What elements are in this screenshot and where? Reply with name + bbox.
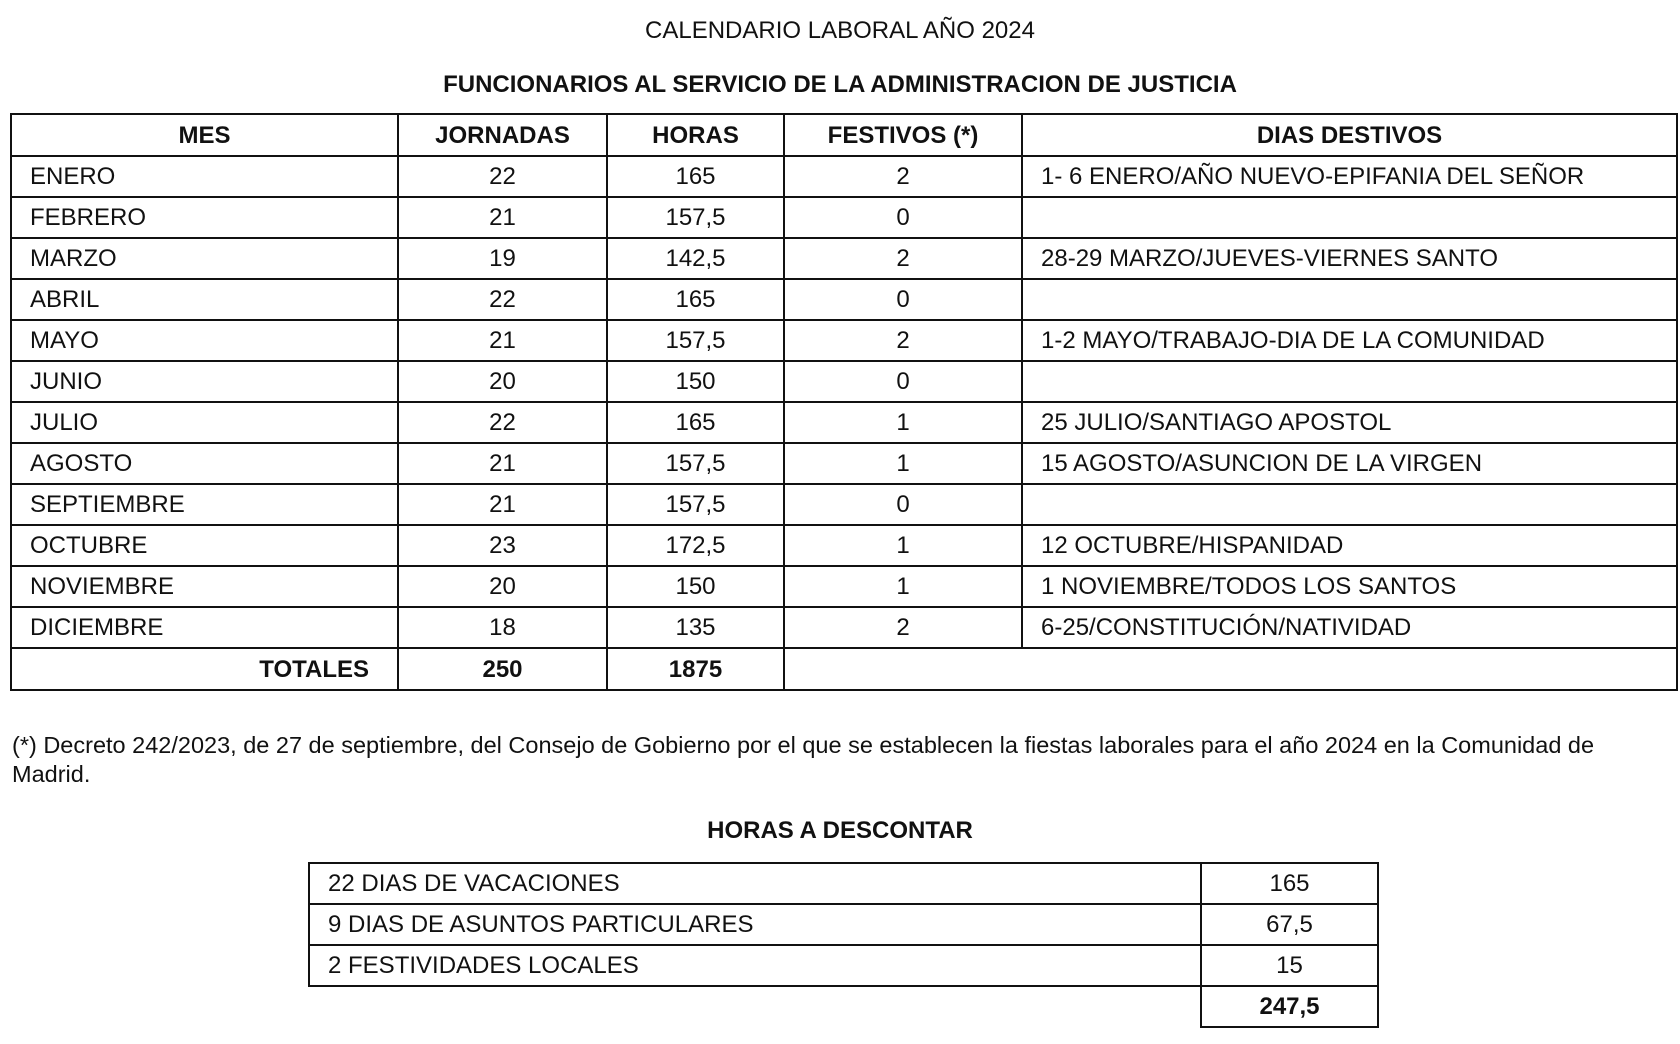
cell-mes: MAYO bbox=[11, 320, 398, 361]
cell-festivos: 2 bbox=[784, 607, 1022, 648]
table-row bbox=[11, 320, 1677, 361]
cell-horas: 150 bbox=[607, 566, 784, 607]
deduction-label: 9 DIAS DE ASUNTOS PARTICULARES bbox=[309, 904, 1201, 945]
cell-horas: 172,5 bbox=[607, 525, 784, 566]
deduction-value: 15 bbox=[1201, 945, 1378, 986]
cell-horas: 157,5 bbox=[607, 320, 784, 361]
cell-jornadas: 20 bbox=[398, 566, 607, 607]
cell-dias: 6-25/CONSTITUCIÓN/NATIVIDAD bbox=[1022, 607, 1677, 648]
cell-jornadas: 23 bbox=[398, 525, 607, 566]
cell-festivos: 0 bbox=[784, 484, 1022, 525]
deduction-value: 165 bbox=[1201, 863, 1378, 904]
deductions-total-row bbox=[309, 986, 1378, 1027]
cell-horas: 135 bbox=[607, 607, 784, 648]
table-row bbox=[11, 525, 1677, 566]
cell-festivos: 0 bbox=[784, 197, 1022, 238]
table-row bbox=[309, 863, 1378, 904]
cell-horas: 165 bbox=[607, 156, 784, 197]
cell-dias: 15 AGOSTO/ASUNCION DE LA VIRGEN bbox=[1022, 443, 1677, 484]
cell-festivos: 0 bbox=[784, 361, 1022, 402]
header-festivos: FESTIVOS (*) bbox=[784, 114, 1022, 156]
cell-dias: 1- 6 ENERO/AÑO NUEVO-EPIFANIA DEL SEÑOR bbox=[1022, 156, 1677, 197]
table-row bbox=[11, 402, 1677, 443]
cell-horas: 165 bbox=[607, 402, 784, 443]
table-row bbox=[11, 484, 1677, 525]
cell-horas: 165 bbox=[607, 279, 784, 320]
cell-dias bbox=[1022, 197, 1677, 238]
totals-row bbox=[11, 648, 1677, 690]
cell-festivos: 2 bbox=[784, 238, 1022, 279]
cell-festivos: 1 bbox=[784, 443, 1022, 484]
header-dias: DIAS DESTIVOS bbox=[1022, 114, 1677, 156]
table-row bbox=[11, 566, 1677, 607]
cell-mes: ABRIL bbox=[11, 279, 398, 320]
cell-mes: SEPTIEMBRE bbox=[11, 484, 398, 525]
table-row bbox=[11, 156, 1677, 197]
header-jornadas: JORNADAS bbox=[398, 114, 607, 156]
table-row bbox=[309, 945, 1378, 986]
document-subtitle: FUNCIONARIOS AL SERVICIO DE LA ADMINISTRACION DE JUSTICIA bbox=[443, 71, 1237, 98]
table-row bbox=[11, 443, 1677, 484]
table-row bbox=[11, 197, 1677, 238]
table-row bbox=[11, 279, 1677, 320]
cell-dias bbox=[1022, 484, 1677, 525]
cell-horas: 157,5 bbox=[607, 197, 784, 238]
cell-dias: 28-29 MARZO/JUEVES-VIERNES SANTO bbox=[1022, 238, 1677, 279]
cell-dias: 1-2 MAYO/TRABAJO-DIA DE LA COMUNIDAD bbox=[1022, 320, 1677, 361]
cell-mes: FEBRERO bbox=[11, 197, 398, 238]
table-row bbox=[11, 238, 1677, 279]
cell-dias bbox=[1022, 279, 1677, 320]
deductions-heading: HORAS A DESCONTAR bbox=[707, 817, 973, 844]
deductions-table bbox=[308, 862, 1379, 1028]
deductions-total-spacer bbox=[309, 986, 1201, 1027]
cell-jornadas: 22 bbox=[398, 402, 607, 443]
table-header-row bbox=[11, 114, 1677, 156]
cell-mes: DICIEMBRE bbox=[11, 607, 398, 648]
cell-mes: ENERO bbox=[11, 156, 398, 197]
cell-horas: 157,5 bbox=[607, 443, 784, 484]
cell-jornadas: 22 bbox=[398, 156, 607, 197]
cell-festivos: 1 bbox=[784, 566, 1022, 607]
cell-mes: JUNIO bbox=[11, 361, 398, 402]
cell-festivos: 0 bbox=[784, 279, 1022, 320]
deductions-total: 247,5 bbox=[1201, 986, 1378, 1027]
cell-jornadas: 20 bbox=[398, 361, 607, 402]
cell-horas: 150 bbox=[607, 361, 784, 402]
footnote: (*) Decreto 242/2023, de 27 de septiembre, del Consejo de Gobierno por el que se establecen la fiestas laborales para el año 2024 en la Comunidad de Madrid. bbox=[12, 732, 1595, 787]
deduction-label: 2 FESTIVIDADES LOCALES bbox=[309, 945, 1201, 986]
deduction-value: 67,5 bbox=[1201, 904, 1378, 945]
cell-jornadas: 22 bbox=[398, 279, 607, 320]
cell-jornadas: 21 bbox=[398, 197, 607, 238]
cell-jornadas: 21 bbox=[398, 320, 607, 361]
cell-festivos: 1 bbox=[784, 525, 1022, 566]
totals-jornadas: 250 bbox=[398, 648, 607, 690]
cell-dias: 1 NOVIEMBRE/TODOS LOS SANTOS bbox=[1022, 566, 1677, 607]
cell-jornadas: 21 bbox=[398, 443, 607, 484]
header-mes: MES bbox=[11, 114, 398, 156]
table-row bbox=[11, 607, 1677, 648]
cell-dias bbox=[1022, 361, 1677, 402]
table-row bbox=[309, 904, 1378, 945]
cell-jornadas: 18 bbox=[398, 607, 607, 648]
cell-dias: 25 JULIO/SANTIAGO APOSTOL bbox=[1022, 402, 1677, 443]
cell-mes: NOVIEMBRE bbox=[11, 566, 398, 607]
table-row bbox=[11, 361, 1677, 402]
deduction-label: 22 DIAS DE VACACIONES bbox=[309, 863, 1201, 904]
cell-mes: MARZO bbox=[11, 238, 398, 279]
totals-empty-cell bbox=[784, 648, 1677, 690]
cell-mes: AGOSTO bbox=[11, 443, 398, 484]
cell-horas: 157,5 bbox=[607, 484, 784, 525]
cell-jornadas: 19 bbox=[398, 238, 607, 279]
totals-label: TOTALES bbox=[11, 648, 398, 690]
cell-festivos: 2 bbox=[784, 320, 1022, 361]
header-horas: HORAS bbox=[607, 114, 784, 156]
calendar-table bbox=[10, 113, 1678, 691]
cell-mes: OCTUBRE bbox=[11, 525, 398, 566]
cell-horas: 142,5 bbox=[607, 238, 784, 279]
cell-jornadas: 21 bbox=[398, 484, 607, 525]
document-title: CALENDARIO LABORAL AÑO 2024 bbox=[645, 17, 1035, 44]
cell-festivos: 1 bbox=[784, 402, 1022, 443]
totals-horas: 1875 bbox=[607, 648, 784, 690]
cell-mes: JULIO bbox=[11, 402, 398, 443]
cell-dias: 12 OCTUBRE/HISPANIDAD bbox=[1022, 525, 1677, 566]
cell-festivos: 2 bbox=[784, 156, 1022, 197]
